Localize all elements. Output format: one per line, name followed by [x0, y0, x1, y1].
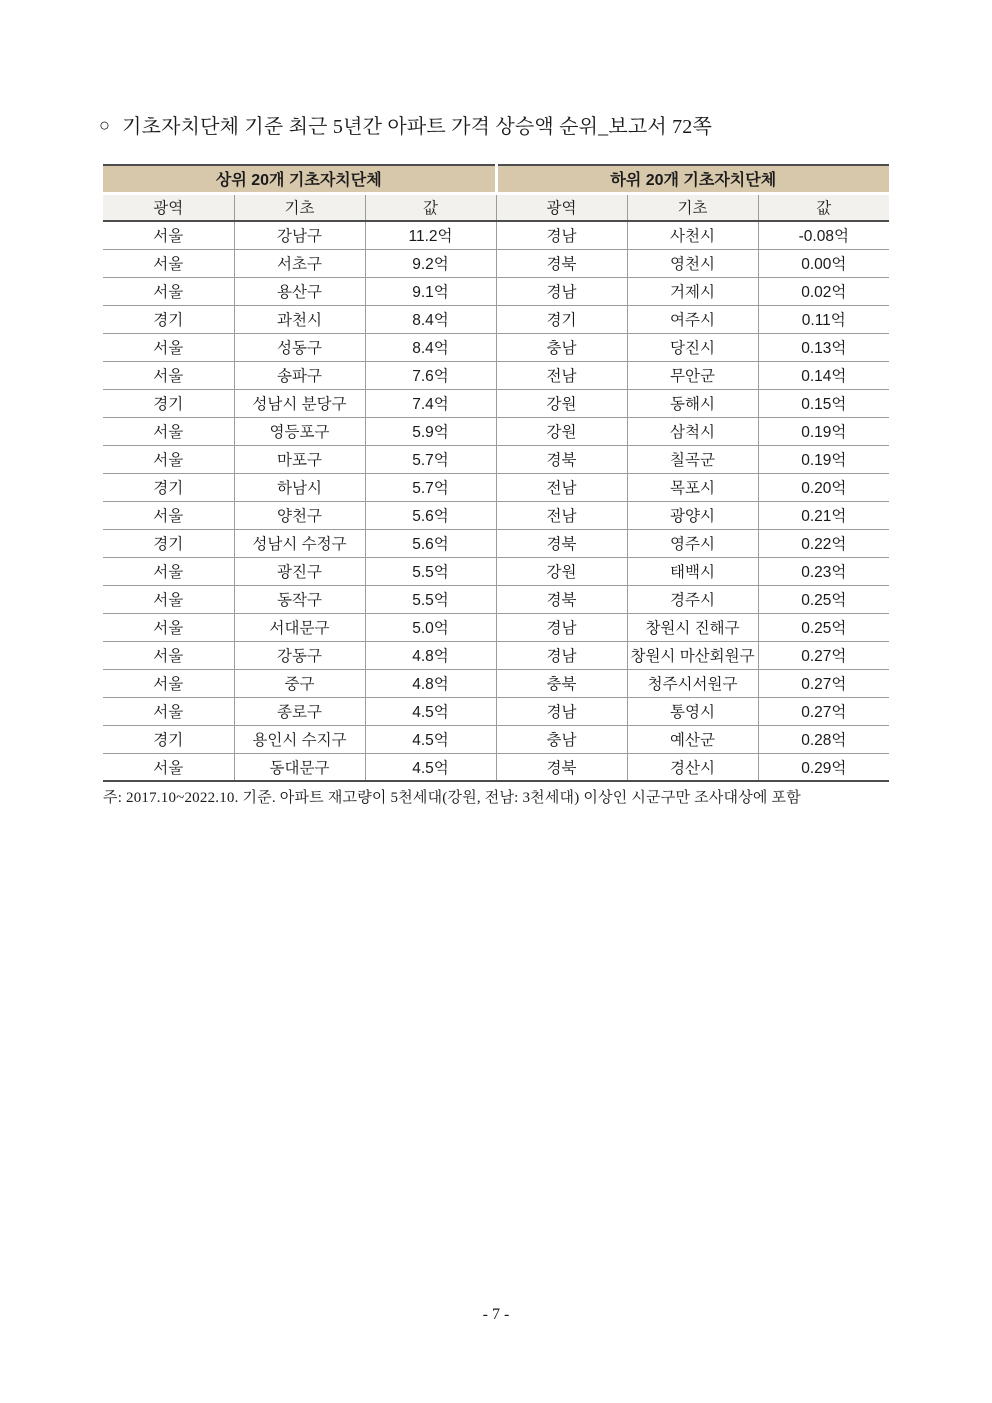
cell-district-left: 강동구 [234, 641, 365, 669]
col-header-value-left: 값 [365, 193, 496, 221]
cell-province-left: 서울 [103, 501, 234, 529]
cell-province-left: 경기 [103, 473, 234, 501]
table-row [103, 669, 889, 697]
cell-district-right: 청주시서원구 [627, 669, 758, 697]
cell-value-right: 0.11억 [758, 305, 889, 333]
cell-province-left: 서울 [103, 557, 234, 585]
page-number: - 7 - [482, 1306, 510, 1323]
cell-value-left: 4.8억 [365, 669, 496, 697]
section-title: 기초자치단체 기준 최근 5년간 아파트 가격 상승액 순위_보고서 72쪽 [122, 116, 712, 138]
cell-province-left: 서울 [103, 333, 234, 361]
cell-value-left: 5.6억 [365, 529, 496, 557]
table-row [103, 529, 889, 557]
cell-value-left: 5.9억 [365, 417, 496, 445]
cell-district-left: 양천구 [234, 501, 365, 529]
col-header-district-left: 기초 [234, 193, 365, 221]
cell-value-left: 8.4억 [365, 333, 496, 361]
cell-province-right: 충남 [496, 333, 627, 361]
table-row [103, 445, 889, 473]
cell-province-right: 전남 [496, 473, 627, 501]
cell-value-left: 5.5억 [365, 585, 496, 613]
cell-district-right: 광양시 [627, 501, 758, 529]
cell-value-right: 0.25억 [758, 585, 889, 613]
cell-province-left: 서울 [103, 753, 234, 781]
cell-province-left: 서울 [103, 277, 234, 305]
cell-province-left: 경기 [103, 725, 234, 753]
col-header-value-right: 값 [758, 193, 889, 221]
cell-province-right: 경기 [496, 305, 627, 333]
table-row [103, 613, 889, 641]
cell-province-right: 강원 [496, 389, 627, 417]
cell-value-right: 0.28억 [758, 725, 889, 753]
circle-bullet-icon: ○ [99, 114, 111, 135]
cell-district-left: 용인시 수지구 [234, 725, 365, 753]
cell-district-right: 사천시 [627, 221, 758, 249]
cell-district-right: 경주시 [627, 585, 758, 613]
table-row [103, 333, 889, 361]
cell-district-left: 종로구 [234, 697, 365, 725]
cell-province-right: 충남 [496, 725, 627, 753]
cell-value-right: 0.13억 [758, 333, 889, 361]
cell-value-right: 0.27억 [758, 669, 889, 697]
cell-province-right: 경남 [496, 697, 627, 725]
cell-district-left: 성남시 수정구 [234, 529, 365, 557]
cell-district-right: 거제시 [627, 277, 758, 305]
cell-province-right: 경남 [496, 221, 627, 249]
cell-province-right: 전남 [496, 501, 627, 529]
cell-district-left: 강남구 [234, 221, 365, 249]
cell-district-left: 용산구 [234, 277, 365, 305]
cell-province-right: 강원 [496, 557, 627, 585]
group-header-bottom20: 하위 20개 기초자치단체 [496, 165, 889, 193]
cell-province-right: 충북 [496, 669, 627, 697]
cell-province-right: 경북 [496, 753, 627, 781]
cell-district-right: 당진시 [627, 333, 758, 361]
cell-district-left: 서대문구 [234, 613, 365, 641]
cell-value-right: 0.00억 [758, 249, 889, 277]
cell-district-left: 동대문구 [234, 753, 365, 781]
cell-district-right: 통영시 [627, 697, 758, 725]
cell-province-right: 전남 [496, 361, 627, 389]
cell-province-right: 경북 [496, 529, 627, 557]
cell-value-left: 5.7억 [365, 473, 496, 501]
table-row [103, 473, 889, 501]
cell-value-right: 0.19억 [758, 445, 889, 473]
col-header-province-right: 광역 [496, 193, 627, 221]
cell-value-right: 0.19억 [758, 417, 889, 445]
cell-province-right: 경북 [496, 585, 627, 613]
cell-district-right: 목포시 [627, 473, 758, 501]
cell-province-right: 경남 [496, 641, 627, 669]
cell-district-left: 중구 [234, 669, 365, 697]
table-row [103, 641, 889, 669]
cell-district-right: 삼척시 [627, 417, 758, 445]
table-row [103, 249, 889, 277]
table-row [103, 557, 889, 585]
cell-value-right: 0.20억 [758, 473, 889, 501]
cell-value-left: 9.1억 [365, 277, 496, 305]
table-row [103, 361, 889, 389]
cell-value-right: -0.08억 [758, 221, 889, 249]
table-row [103, 585, 889, 613]
col-header-province-left: 광역 [103, 193, 234, 221]
cell-district-right: 창원시 마산회원구 [627, 641, 758, 669]
cell-province-right: 경남 [496, 613, 627, 641]
cell-province-right: 강원 [496, 417, 627, 445]
cell-district-right: 영천시 [627, 249, 758, 277]
cell-district-left: 마포구 [234, 445, 365, 473]
table-row [103, 389, 889, 417]
table-row [103, 753, 889, 781]
cell-value-left: 4.8억 [365, 641, 496, 669]
cell-value-left: 9.2억 [365, 249, 496, 277]
table-body [103, 221, 889, 781]
cell-value-left: 4.5억 [365, 753, 496, 781]
table-row [103, 305, 889, 333]
cell-district-left: 서초구 [234, 249, 365, 277]
cell-province-right: 경남 [496, 277, 627, 305]
cell-district-right: 영주시 [627, 529, 758, 557]
table-row [103, 221, 889, 249]
cell-province-left: 서울 [103, 445, 234, 473]
cell-province-left: 서울 [103, 669, 234, 697]
cell-district-left: 영등포구 [234, 417, 365, 445]
cell-province-left: 경기 [103, 529, 234, 557]
section-title-row [99, 110, 899, 139]
cell-value-left: 11.2억 [365, 221, 496, 249]
table-row [103, 277, 889, 305]
cell-province-left: 서울 [103, 221, 234, 249]
cell-value-right: 0.23억 [758, 557, 889, 585]
table-row [103, 417, 889, 445]
group-header-row [103, 165, 889, 193]
cell-district-right: 칠곡군 [627, 445, 758, 473]
cell-district-left: 성남시 분당구 [234, 389, 365, 417]
group-header-top20: 상위 20개 기초자치단체 [103, 165, 496, 193]
table-footnote: 주: 2017.10~2022.10. 기준. 아파트 재고량이 5천세대(강원, 전남: 3천세대) 이상인 시군구만 조사대상에 포함 [103, 790, 801, 806]
cell-value-left: 5.7억 [365, 445, 496, 473]
cell-value-left: 4.5억 [365, 725, 496, 753]
cell-value-left: 5.0억 [365, 613, 496, 641]
cell-province-left: 경기 [103, 305, 234, 333]
cell-district-right: 창원시 진해구 [627, 613, 758, 641]
cell-province-left: 서울 [103, 417, 234, 445]
cell-district-right: 무안군 [627, 361, 758, 389]
cell-province-right: 경북 [496, 445, 627, 473]
cell-district-right: 태백시 [627, 557, 758, 585]
cell-district-right: 여주시 [627, 305, 758, 333]
cell-value-left: 5.6억 [365, 501, 496, 529]
cell-province-left: 서울 [103, 613, 234, 641]
cell-value-right: 0.27억 [758, 641, 889, 669]
cell-district-right: 경산시 [627, 753, 758, 781]
cell-value-right: 0.15억 [758, 389, 889, 417]
cell-district-right: 동해시 [627, 389, 758, 417]
cell-district-left: 동작구 [234, 585, 365, 613]
cell-value-left: 5.5억 [365, 557, 496, 585]
table-row [103, 697, 889, 725]
cell-province-left: 서울 [103, 585, 234, 613]
cell-value-right: 0.02억 [758, 277, 889, 305]
cell-value-left: 8.4억 [365, 305, 496, 333]
cell-value-right: 0.21억 [758, 501, 889, 529]
cell-province-left: 서울 [103, 361, 234, 389]
col-header-district-right: 기초 [627, 193, 758, 221]
cell-district-left: 성동구 [234, 333, 365, 361]
column-header-row [103, 193, 889, 221]
cell-value-right: 0.22억 [758, 529, 889, 557]
cell-province-left: 서울 [103, 249, 234, 277]
price-rank-table [103, 164, 889, 782]
cell-value-right: 0.25억 [758, 613, 889, 641]
cell-district-left: 하남시 [234, 473, 365, 501]
cell-province-left: 서울 [103, 697, 234, 725]
cell-province-left: 경기 [103, 389, 234, 417]
cell-district-right: 예산군 [627, 725, 758, 753]
cell-value-left: 7.4억 [365, 389, 496, 417]
cell-district-left: 과천시 [234, 305, 365, 333]
cell-province-left: 서울 [103, 641, 234, 669]
cell-province-right: 경북 [496, 249, 627, 277]
cell-value-right: 0.29억 [758, 753, 889, 781]
table-row [103, 725, 889, 753]
cell-value-left: 4.5억 [365, 697, 496, 725]
cell-value-left: 7.6억 [365, 361, 496, 389]
table-row [103, 501, 889, 529]
cell-district-left: 광진구 [234, 557, 365, 585]
cell-district-left: 송파구 [234, 361, 365, 389]
cell-value-right: 0.27억 [758, 697, 889, 725]
cell-value-right: 0.14억 [758, 361, 889, 389]
